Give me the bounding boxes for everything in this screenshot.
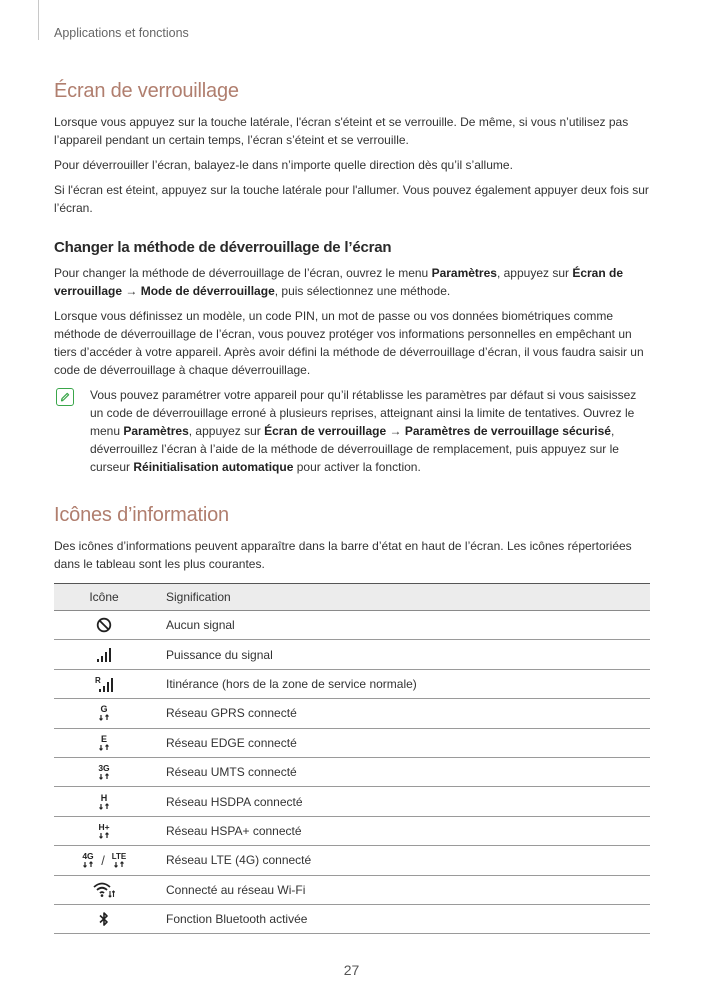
table-row: [54, 875, 650, 904]
section-title-lock-screen: Écran de verrouillage: [54, 80, 239, 102]
svg-text:E: E: [100, 733, 108, 744]
column-header-icon: Icône: [54, 584, 154, 611]
edge-icon: [95, 734, 113, 752]
running-header: Applications et fonctions: [54, 26, 189, 40]
note-text: Vous pouvez paramétrer votre appareil pour qu’il rétablisse les paramètres par défaut si vous saisissez un code de déverrouillage erroné à plusieurs reprises, atteignant ainsi la limite de tentatives. Ouvrez le menu Paramètres, appuyez sur Écran de verrouillage → Paramètres de verrouillage sécurisé, déverrouillez l’écran à l’aide de la méthode de déverrouillage de remplacement, puis appuyez sur le curseur Réinitialisation automatique pour activer la fonction.: [90, 388, 637, 474]
svg-text:G: G: [100, 704, 108, 715]
paragraph: Pour changer la méthode de déverrouillage de l’écran, ouvrez le menu Paramètres, appuyez sur Écran de verrouillage → Mode de déverrouillage, puis sélectionnez une méthode.: [54, 266, 624, 298]
table-row: [54, 728, 650, 757]
paragraph: Des icônes d’informations peuvent apparaître dans la barre d’état en haut de l’écran. Les icônes répertoriées dans le tableau sont les plus courantes.: [54, 539, 632, 571]
wifi-icon: [93, 881, 115, 899]
paragraph: Lorsque vous appuyez sur la touche latérale, l'écran s'éteint et se verrouille. De même, si vous n’utilisez pas l’appareil pendant un certain temps, l’écran s’éteint et se verrouille.: [54, 115, 629, 147]
table-row: [54, 846, 650, 875]
paragraph: Lorsque vous définissez un modèle, un code PIN, un mot de passe ou vos données biométriques comme méthode de déverrouillage de l’écran, vous pouvez protéger vos informations personnelles en empêchant un tiers d’accéder à votre appareil. Après avoir défini la méthode de déverrouillage d’écran, il vous faudra saisir un code de déverrouillage à chaque déverrouillage.: [54, 309, 644, 377]
meaning-cell: Itinérance (hors de la zone de service normale): [154, 669, 650, 698]
hsdpa-icon: [95, 793, 113, 811]
subsection-title-unlock-method: Changer la méthode de déverrouillage de l’écran: [54, 239, 392, 256]
umts-icon: [95, 763, 113, 781]
meaning-cell: Réseau UMTS connecté: [154, 757, 650, 786]
table-row: [54, 816, 650, 845]
note-pencil-icon: [56, 388, 74, 406]
meaning-cell: Puissance du signal: [154, 640, 650, 669]
signal-strength-icon: [96, 647, 112, 663]
menu-path-lock-screen: Écran de verrouillage: [54, 266, 624, 298]
page-content: [54, 80, 650, 934]
meaning-cell: Fonction Bluetooth activée: [154, 904, 650, 933]
roaming-icon: [95, 675, 113, 693]
icon-separator: /: [101, 852, 105, 868]
meaning-cell: Connecté au réseau Wi-Fi: [154, 875, 650, 904]
page-number: 27: [343, 962, 360, 978]
table-row: [54, 787, 650, 816]
table-row: [54, 640, 650, 669]
column-header-meaning: Signification: [154, 584, 650, 611]
paragraph: Si l'écran est éteint, appuyez sur la touche latérale pour l'allumer. Vous pouvez également appuyer deux fois sur l’écran.: [54, 183, 649, 215]
table-row: [54, 669, 650, 698]
bluetooth-icon: [97, 911, 111, 927]
hspa-plus-icon: [95, 822, 113, 840]
table-row: [54, 699, 650, 728]
no-signal-icon: [96, 617, 112, 633]
note-box: [54, 386, 650, 476]
svg-text:LTE: LTE: [111, 852, 127, 862]
gprs-icon: [95, 704, 113, 722]
table-row: [54, 904, 650, 933]
table-row: [54, 611, 650, 640]
svg-text:4G: 4G: [82, 851, 94, 862]
meaning-cell: Réseau GPRS connecté: [154, 699, 650, 728]
header-divider: [38, 0, 39, 40]
table-row: [54, 757, 650, 786]
svg-text:3G: 3G: [98, 763, 110, 774]
menu-path-unlock-mode: Mode de déverrouillage: [140, 284, 275, 298]
meaning-cell: Réseau HSDPA connecté: [154, 787, 650, 816]
4g-icon: [79, 851, 97, 869]
menu-path-settings: Paramètres: [431, 266, 497, 280]
paragraph: Pour déverrouiller l’écran, balayez-le dans n’importe quelle direction dès qu’il s’allume.: [54, 158, 513, 172]
meaning-cell: Réseau LTE (4G) connecté: [154, 846, 650, 875]
table-header-row: [54, 584, 650, 611]
icons-table: [54, 583, 650, 934]
lte-icon: [109, 851, 129, 869]
section-title-info-icons: Icônes d’information: [54, 504, 229, 526]
svg-text:H+: H+: [98, 821, 110, 832]
svg-text:R: R: [95, 675, 101, 685]
meaning-cell: Aucun signal: [154, 611, 650, 640]
svg-text:H: H: [100, 792, 108, 803]
meaning-cell: Réseau EDGE connecté: [154, 728, 650, 757]
meaning-cell: Réseau HSPA+ connecté: [154, 816, 650, 845]
